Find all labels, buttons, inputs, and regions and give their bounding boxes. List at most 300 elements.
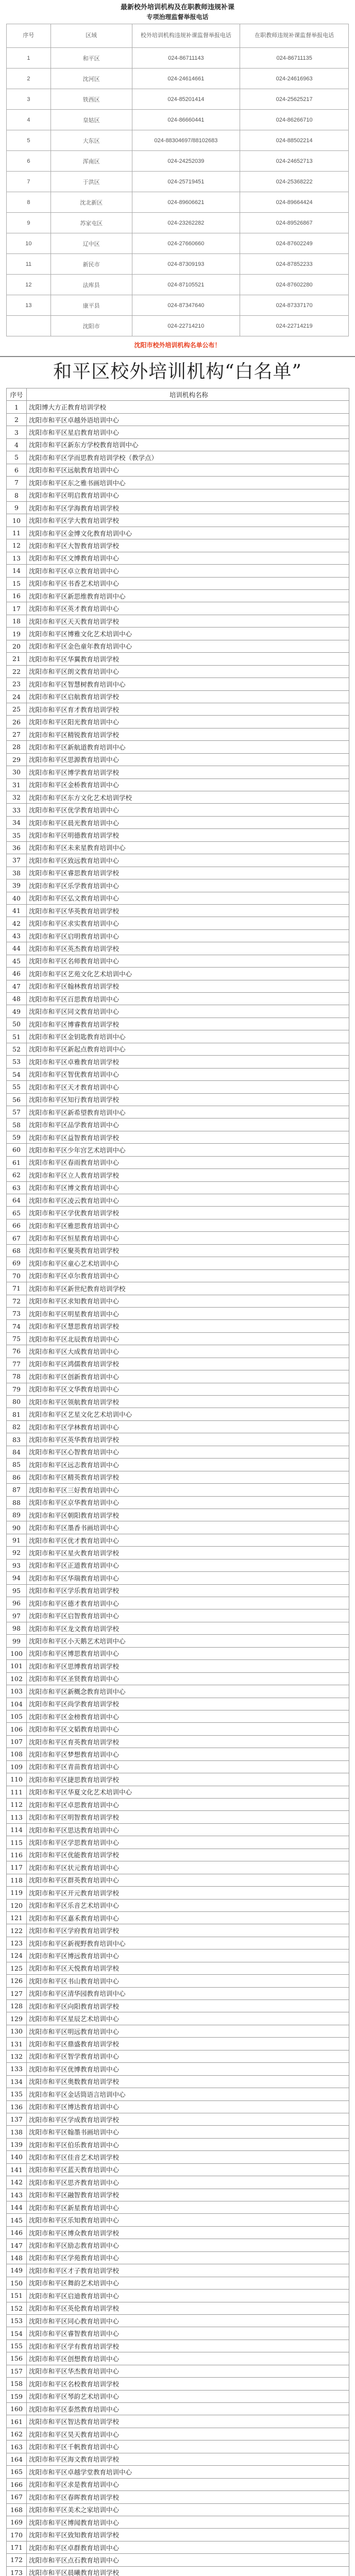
contacts-row-cell: 024-87602280 [240, 275, 349, 295]
whitelist-row [7, 653, 349, 665]
whitelist-row-cell: 沈阳市和平区智学教育培训中心 [27, 2050, 349, 2062]
whitelist-row-cell: 沈阳市和平区开元教育培训学校 [27, 1887, 349, 1899]
whitelist-row-cell: 95 [7, 1584, 27, 1597]
whitelist-row [7, 1534, 349, 1546]
whitelist-row [7, 1887, 349, 1899]
whitelist-row-cell: 126 [7, 1975, 27, 1987]
whitelist-row-cell: 119 [7, 1887, 27, 1899]
whitelist-row [7, 2189, 349, 2201]
whitelist-row-cell: 24 [7, 690, 27, 703]
whitelist-row-cell: 沈阳市和平区卓思教育培训中心 [27, 1799, 349, 1811]
whitelist-row-cell: 沈阳市和平区育英教育培训学校 [27, 1735, 349, 1748]
whitelist-row [7, 1773, 349, 1786]
whitelist-row [7, 590, 349, 602]
whitelist-row [7, 1723, 349, 1735]
contacts-row-cell: 9 [7, 213, 51, 233]
whitelist-section [0, 356, 355, 2576]
contacts-row-cell: 苏家屯区 [50, 213, 132, 233]
whitelist-row-cell: 沈阳市和平区恒星教育培训中心 [27, 1232, 349, 1244]
whitelist-row [7, 716, 349, 728]
whitelist-row-cell: 沈阳市和平区华英教育培训学校 [27, 904, 349, 917]
whitelist-row-cell: 76 [7, 1345, 27, 1358]
whitelist-row-cell: 沈阳市和平区新起点教育培训中心 [27, 1043, 349, 1055]
whitelist-row [7, 1685, 349, 1698]
contacts-row [7, 275, 349, 295]
whitelist-row [7, 2365, 349, 2377]
whitelist-row-cell: 沈阳市和平区思博教育培训学校 [27, 1660, 349, 1672]
whitelist-row-cell: 142 [7, 2176, 27, 2189]
whitelist-row-cell: 108 [7, 1748, 27, 1760]
whitelist-row-cell: 沈阳市和平区华杰教育培训中心 [27, 2365, 349, 2377]
whitelist-row-cell: 沈阳市和平区三好教育培训中心 [27, 1484, 349, 1496]
contacts-row [7, 233, 349, 254]
whitelist-row-cell: 112 [7, 1799, 27, 1811]
whitelist-row-cell: 167 [7, 2491, 27, 2503]
whitelist-row-cell: 103 [7, 1685, 27, 1698]
contacts-row [7, 151, 349, 172]
whitelist-row [7, 2163, 349, 2176]
whitelist-row [7, 1672, 349, 1685]
whitelist-row [7, 2541, 349, 2553]
whitelist-row [7, 1950, 349, 1962]
contacts-row-cell: 沈北新区 [50, 192, 132, 213]
whitelist-row-cell: 160 [7, 2403, 27, 2415]
notice-link[interactable]: 沈阳市校外培训机构名单公布！ [134, 342, 221, 349]
contacts-row [7, 130, 349, 151]
whitelist-row [7, 917, 349, 929]
whitelist-row [7, 565, 349, 577]
contacts-row-cell: 浑南区 [50, 151, 132, 172]
whitelist-row-cell: 3 [7, 426, 27, 438]
whitelist-row-cell: 71 [7, 1282, 27, 1295]
whitelist-row-cell: 14 [7, 565, 27, 577]
whitelist-title: 和平区校外培训机构“白名单” [53, 361, 302, 382]
whitelist-row-cell: 168 [7, 2503, 27, 2516]
whitelist-row-cell: 沈阳市和平区精锐教育培训学校 [27, 728, 349, 740]
whitelist-row-cell: 53 [7, 1056, 27, 1068]
whitelist-row-cell: 55 [7, 1081, 27, 1093]
contacts-row-cell: 6 [7, 151, 51, 172]
whitelist-row [7, 2038, 349, 2050]
whitelist-row-cell: 21 [7, 653, 27, 665]
whitelist-row-cell: 73 [7, 1307, 27, 1319]
whitelist-row-cell: 沈阳市和平区清华园教育培训中心 [27, 1987, 349, 1999]
whitelist-row-cell: 沈阳市和平区新希望教育培训中心 [27, 1106, 349, 1118]
whitelist-row-cell: 131 [7, 2038, 27, 2050]
whitelist-row-cell: 沈阳市和平区思齐教育培训中心 [27, 2176, 349, 2189]
whitelist-row-cell: 75 [7, 1332, 27, 1345]
whitelist-row-cell: 沈阳市和平区博文教育培训中心 [27, 1181, 349, 1194]
whitelist-row [7, 1635, 349, 1647]
whitelist-row-cell: 沈阳市和平区领航教育培训学校 [27, 1396, 349, 1408]
whitelist-row-cell: 沈阳市和平区华翼教育培训学校 [27, 653, 349, 665]
whitelist-row-cell: 84 [7, 1446, 27, 1458]
whitelist-row-cell: 沈阳市和平区文博教育培训中心 [27, 552, 349, 564]
whitelist-row-cell: 116 [7, 1849, 27, 1861]
whitelist-row-cell: 130 [7, 2025, 27, 2037]
whitelist-row-cell: 172 [7, 2554, 27, 2566]
contacts-row-cell: 辽中区 [50, 233, 132, 254]
whitelist-row-cell: 沈阳市和平区弘文教育培训中心 [27, 892, 349, 904]
whitelist-row-cell: 155 [7, 2340, 27, 2352]
whitelist-row-cell: 沈阳市和平区金桥教育培训中心 [27, 778, 349, 791]
whitelist-row [7, 2327, 349, 2340]
contacts-row-cell: 024-87337170 [240, 295, 349, 316]
whitelist-row-cell: 沈阳市和平区天悦教育培训学校 [27, 1962, 349, 1974]
whitelist-row [7, 1093, 349, 1106]
whitelist-row [7, 401, 349, 413]
contacts-row-cell: 024-89664424 [240, 192, 349, 213]
whitelist-row-cell: 沈阳市和平区励志教育培训中心 [27, 2239, 349, 2251]
whitelist-row [7, 1509, 349, 1521]
whitelist-row [7, 879, 349, 892]
whitelist-row-cell: 1 [7, 401, 27, 413]
whitelist-header-row [7, 388, 349, 401]
whitelist-row-cell: 沈阳市和平区朝阳教育培训学校 [27, 1509, 349, 1521]
whitelist-row [7, 577, 349, 589]
whitelist-row-cell: 沈阳市和平区奥数教育培训学校 [27, 2075, 349, 2088]
contacts-col-no: 序号 [7, 24, 51, 48]
whitelist-row-cell: 36 [7, 841, 27, 854]
whitelist-row [7, 841, 349, 854]
whitelist-row [7, 1118, 349, 1131]
whitelist-row [7, 2277, 349, 2289]
whitelist-row-cell: 沈阳市和平区金榜教育培训中心 [27, 1710, 349, 1722]
whitelist-row-cell: 141 [7, 2163, 27, 2176]
whitelist-row-cell: 沈阳市和平区博睿教育培训学校 [27, 1018, 349, 1030]
whitelist-row-cell: 沈阳市和平区少年宫艺术培训中心 [27, 1144, 349, 1156]
whitelist-row [7, 464, 349, 476]
whitelist-row [7, 816, 349, 828]
contacts-row-cell: 024-86266710 [240, 110, 349, 130]
whitelist-row-cell: 148 [7, 2251, 27, 2264]
contacts-row-cell: 024-87309193 [132, 254, 240, 275]
whitelist-row-cell: 沈阳市和平区美术之家培训中心 [27, 2503, 349, 2516]
contacts-row [7, 213, 349, 233]
whitelist-row-cell: 沈阳市和平区学成教育培训学校 [27, 2113, 349, 2125]
whitelist-row-cell: 沈阳市和平区春晖教育培训学校 [27, 2491, 349, 2503]
whitelist-row-cell: 123 [7, 1937, 27, 1949]
whitelist-row [7, 1383, 349, 1395]
whitelist-row-cell: 146 [7, 2226, 27, 2239]
whitelist-row-cell: 10 [7, 514, 27, 527]
contacts-row-cell: 024-24616963 [240, 69, 349, 89]
whitelist-row-cell: 沈阳市和平区金话筒语言培训中心 [27, 2088, 349, 2100]
whitelist-row-cell: 沈阳市和平区名校教育培训学校 [27, 2378, 349, 2390]
whitelist-row [7, 1823, 349, 1836]
contacts-row-cell: 11 [7, 254, 51, 275]
contacts-row-cell: 024-87347640 [132, 295, 240, 316]
whitelist-row-cell: 69 [7, 1257, 27, 1269]
whitelist-row [7, 1030, 349, 1043]
whitelist-row-cell: 109 [7, 1760, 27, 1773]
whitelist-row [7, 2390, 349, 2402]
whitelist-row-cell: 83 [7, 1433, 27, 1446]
whitelist-row-cell: 80 [7, 1396, 27, 1408]
whitelist-row [7, 1622, 349, 1634]
whitelist-row-cell: 42 [7, 917, 27, 929]
whitelist-row-cell: 31 [7, 778, 27, 791]
contacts-col-area: 区域 [50, 24, 132, 48]
contacts-row [7, 316, 349, 336]
whitelist-row-cell: 沈阳市和平区学优教育培训学校 [27, 1207, 349, 1219]
whitelist-row-cell: 沈阳市和平区新世纪教育培训学校 [27, 1282, 349, 1295]
whitelist-row-cell: 沈阳市和平区京华教育培训中心 [27, 1496, 349, 1509]
contacts-row [7, 192, 349, 213]
whitelist-row-cell: 100 [7, 1647, 27, 1659]
whitelist-row [7, 413, 349, 426]
contacts-row-cell: 沈阳市 [50, 316, 132, 336]
whitelist-row-cell: 39 [7, 879, 27, 892]
whitelist-row-cell: 沈阳市和平区泰然教育培训中心 [27, 2403, 349, 2415]
whitelist-row [7, 1899, 349, 1911]
whitelist-row-cell: 沈阳市和平区求实教育培训中心 [27, 917, 349, 929]
whitelist-row-cell: 135 [7, 2088, 27, 2100]
whitelist-row-cell: 49 [7, 1005, 27, 1018]
whitelist-row [7, 2566, 349, 2576]
whitelist-row [7, 426, 349, 438]
whitelist-row-cell: 99 [7, 1635, 27, 1647]
whitelist-row [7, 2428, 349, 2440]
contacts-row-cell: 024-87602249 [240, 233, 349, 254]
whitelist-row-cell: 17 [7, 602, 27, 615]
whitelist-row-cell: 沈阳市和平区求知教育培训中心 [27, 1295, 349, 1307]
whitelist-row [7, 1660, 349, 1672]
whitelist-row-cell: 沈阳市和平区智慧树教育培训中心 [27, 678, 349, 690]
whitelist-row-cell: 沈阳市和平区文韬教育培训中心 [27, 1723, 349, 1735]
whitelist-row-cell: 15 [7, 577, 27, 589]
whitelist-row [7, 438, 349, 451]
whitelist-row-cell: 43 [7, 929, 27, 942]
whitelist-row [7, 1370, 349, 1383]
whitelist-row-cell: 169 [7, 2516, 27, 2528]
whitelist-row [7, 728, 349, 740]
whitelist-row [7, 1358, 349, 1370]
whitelist-row-cell: 沈阳市和平区学海教育培训学校 [27, 501, 349, 514]
whitelist-row-cell: 62 [7, 1169, 27, 1181]
whitelist-row-cell: 12 [7, 539, 27, 552]
whitelist-row-cell: 164 [7, 2453, 27, 2465]
whitelist-row-cell: 沈阳市和平区启明教育培训中心 [27, 929, 349, 942]
whitelist-row [7, 2290, 349, 2302]
contacts-row-cell: 和平区 [50, 48, 132, 69]
whitelist-row [7, 753, 349, 766]
whitelist-row-cell: 92 [7, 1547, 27, 1559]
contacts-row-cell: 铁西区 [50, 89, 132, 110]
whitelist-row-cell: 沈阳市和平区优学教育培训中心 [27, 804, 349, 816]
whitelist-row-cell: 沈阳市和平区梦想教育培训中心 [27, 1748, 349, 1760]
whitelist-row-cell: 93 [7, 1559, 27, 1571]
whitelist-row [7, 703, 349, 715]
whitelist-row-cell: 沈阳市和平区优才教育培训中心 [27, 1534, 349, 1546]
whitelist-row-cell: 44 [7, 942, 27, 955]
whitelist-row [7, 2340, 349, 2352]
whitelist-row-cell: 61 [7, 1156, 27, 1168]
whitelist-row-cell: 沈阳市和平区琴韵艺术培训中心 [27, 2390, 349, 2402]
whitelist-row [7, 2151, 349, 2163]
whitelist-row [7, 955, 349, 967]
whitelist-row-cell: 沈阳市和平区雅思教育培训中心 [27, 1219, 349, 1231]
whitelist-row-cell: 沈阳市和平区卓越外语培训中心 [27, 413, 349, 426]
whitelist-row [7, 1194, 349, 1207]
whitelist-row-cell: 11 [7, 527, 27, 539]
whitelist-row-cell: 20 [7, 640, 27, 652]
whitelist-row-cell: 26 [7, 716, 27, 728]
whitelist-row-cell: 46 [7, 968, 27, 980]
whitelist-row-cell: 沈阳市和平区百思教育培训中心 [27, 993, 349, 1005]
whitelist-row-cell: 113 [7, 1811, 27, 1823]
whitelist-row-cell: 114 [7, 1823, 27, 1836]
whitelist-row-cell: 107 [7, 1735, 27, 1748]
whitelist-row [7, 1647, 349, 1659]
whitelist-row-cell: 58 [7, 1118, 27, 1131]
whitelist-row [7, 1710, 349, 1722]
whitelist-row-cell: 27 [7, 728, 27, 740]
whitelist-row-cell: 沈阳市和平区状元教育培训中心 [27, 1861, 349, 1874]
whitelist-row-cell: 38 [7, 867, 27, 879]
whitelist-row-cell: 沈阳市和平区德才教育培训中心 [27, 1597, 349, 1609]
whitelist-row-cell: 沈阳市和平区凌云教育培训中心 [27, 1194, 349, 1207]
whitelist-row-cell: 沈阳市和平区优能教育培训学校 [27, 1849, 349, 1861]
whitelist-row [7, 1987, 349, 1999]
whitelist-row-cell: 沈阳市和平区创想教育培训中心 [27, 2352, 349, 2365]
whitelist-row-cell: 121 [7, 1911, 27, 1924]
whitelist-row-cell: 沈阳市和平区艺星文化艺术培训中心 [27, 1408, 349, 1420]
whitelist-row [7, 791, 349, 804]
contacts-row-cell: 024-25368222 [240, 172, 349, 192]
whitelist-row-cell: 沈阳市和平区博远教育培训中心 [27, 1950, 349, 1962]
whitelist-row-cell: 沈阳市和平区佳音艺术培训学校 [27, 2151, 349, 2163]
whitelist-row [7, 2403, 349, 2415]
whitelist-row-cell: 沈阳市和平区春雨教育培训中心 [27, 1156, 349, 1168]
whitelist-row [7, 854, 349, 867]
whitelist-row-cell: 沈阳市和平区知行教育培训学校 [27, 1093, 349, 1106]
contacts-row-cell: 3 [7, 89, 51, 110]
whitelist-row [7, 489, 349, 501]
whitelist-row [7, 867, 349, 879]
whitelist-row [7, 2264, 349, 2277]
whitelist-row-cell: 沈阳市和平区翰林教育培训学校 [27, 980, 349, 992]
whitelist-row-cell: 沈阳市和平区远航教育培训中心 [27, 464, 349, 476]
whitelist-row-cell: 沈阳市和平区晨曦教育培训学校 [27, 2566, 349, 2576]
whitelist-row-cell: 151 [7, 2290, 27, 2302]
whitelist-row-cell: 沈阳市和平区新概念教育培训中心 [27, 1685, 349, 1698]
whitelist-row-cell: 78 [7, 1370, 27, 1383]
contacts-row-cell: 024-25625217 [240, 89, 349, 110]
whitelist-row [7, 1572, 349, 1584]
contacts-row [7, 89, 349, 110]
whitelist-row-cell: 沈阳市和平区翰墨书画培训中心 [27, 2126, 349, 2138]
whitelist-row-cell: 沈阳市和平区创新教育培训中心 [27, 1370, 349, 1383]
whitelist-row-cell: 57 [7, 1106, 27, 1118]
contacts-row-cell: 024-25719451 [132, 172, 240, 192]
contacts-row-cell: 4 [7, 110, 51, 130]
whitelist-row-cell: 沈阳市和平区学府教育培训学校 [27, 1924, 349, 1937]
whitelist-row-cell: 136 [7, 2100, 27, 2113]
whitelist-row-cell: 沈阳市和平区星辰艺术培训中心 [27, 2012, 349, 2025]
whitelist-row [7, 1106, 349, 1118]
whitelist-row-cell: 沈阳市和平区学而思教育培训学校（教学点） [27, 451, 349, 464]
whitelist-row-cell: 50 [7, 1018, 27, 1030]
whitelist-row-cell: 111 [7, 1786, 27, 1798]
whitelist-row-cell: 沈阳市和平区明远教育培训中心 [27, 2025, 349, 2037]
whitelist-row-cell: 沈阳市和平区未来星教育培训中心 [27, 841, 349, 854]
whitelist-row-cell: 沈阳市和平区英才教育培训中心 [27, 602, 349, 615]
whitelist-row-cell: 104 [7, 1698, 27, 1710]
whitelist-row-cell: 149 [7, 2264, 27, 2277]
whitelist-row [7, 2000, 349, 2012]
whitelist-row-cell: 51 [7, 1030, 27, 1043]
whitelist-row-cell: 150 [7, 2277, 27, 2289]
whitelist-row-cell: 沈阳市和平区乐学教育培训中心 [27, 879, 349, 892]
whitelist-col-no: 序号 [7, 388, 27, 401]
whitelist-row-cell: 89 [7, 1509, 27, 1521]
whitelist-row-cell: 18 [7, 615, 27, 627]
whitelist-row-cell: 82 [7, 1420, 27, 1433]
whitelist-row-cell: 86 [7, 1471, 27, 1483]
whitelist-row-cell: 沈阳市和平区立人教育培训学校 [27, 1169, 349, 1181]
whitelist-row [7, 1786, 349, 1798]
whitelist-row [7, 1584, 349, 1597]
whitelist-row-cell: 133 [7, 2063, 27, 2075]
whitelist-row-cell: 122 [7, 1924, 27, 1937]
whitelist-row [7, 1811, 349, 1823]
whitelist-row-cell: 81 [7, 1408, 27, 1420]
whitelist-row-cell: 6 [7, 464, 27, 476]
whitelist-row-cell: 68 [7, 1244, 27, 1257]
whitelist-row-cell: 33 [7, 804, 27, 816]
whitelist-row-cell: 166 [7, 2478, 27, 2490]
contacts-row-cell: 024-89526867 [240, 213, 349, 233]
whitelist-row-cell: 沈阳市和平区名师教育培训中心 [27, 955, 349, 967]
whitelist-row [7, 1698, 349, 1710]
whitelist-row-cell: 163 [7, 2441, 27, 2453]
whitelist-row-cell: 沈阳市和平区明星教育培训中心 [27, 1307, 349, 1319]
whitelist-row [7, 1332, 349, 1345]
whitelist-row [7, 451, 349, 464]
whitelist-row-cell: 沈阳市和平区鼎盛教育培训学校 [27, 2038, 349, 2050]
whitelist-row [7, 1295, 349, 1307]
whitelist-row [7, 501, 349, 514]
whitelist-row-cell: 101 [7, 1660, 27, 1672]
whitelist-row-cell: 28 [7, 741, 27, 753]
whitelist-row-cell: 沈阳市和平区群英教育培训中心 [27, 1874, 349, 1886]
whitelist-row-cell: 沈阳市和平区睿思教育培训学校 [27, 867, 349, 879]
whitelist-row [7, 2251, 349, 2264]
whitelist-row-cell: 沈阳市和平区品学教育培训中心 [27, 1118, 349, 1131]
whitelist-row [7, 1799, 349, 1811]
whitelist-row [7, 968, 349, 980]
whitelist-row-cell: 13 [7, 552, 27, 564]
contacts-row [7, 48, 349, 69]
whitelist-row [7, 2100, 349, 2113]
whitelist-row [7, 1056, 349, 1068]
contacts-row [7, 295, 349, 316]
whitelist-row-cell: 153 [7, 2314, 27, 2327]
whitelist-row [7, 2415, 349, 2428]
contacts-row [7, 254, 349, 275]
whitelist-row-cell: 2 [7, 413, 27, 426]
whitelist-row-cell: 19 [7, 628, 27, 640]
whitelist-row-cell: 沈阳市和平区点石教育培训中心 [27, 2554, 349, 2566]
contacts-row-cell: 024-85201414 [132, 89, 240, 110]
whitelist-row-cell: 沈阳市和平区龙文教育培训学校 [27, 1622, 349, 1634]
whitelist-row-cell: 沈阳市和平区金色童年教育培训中心 [27, 640, 349, 652]
header-subtitle: 专项治理监督举报电话 [146, 13, 209, 21]
whitelist-row-cell: 沈阳市和平区卓立教育培训中心 [27, 565, 349, 577]
whitelist-row-cell: 沈阳市和平区精英教育培训学校 [27, 1471, 349, 1483]
whitelist-row [7, 1484, 349, 1496]
